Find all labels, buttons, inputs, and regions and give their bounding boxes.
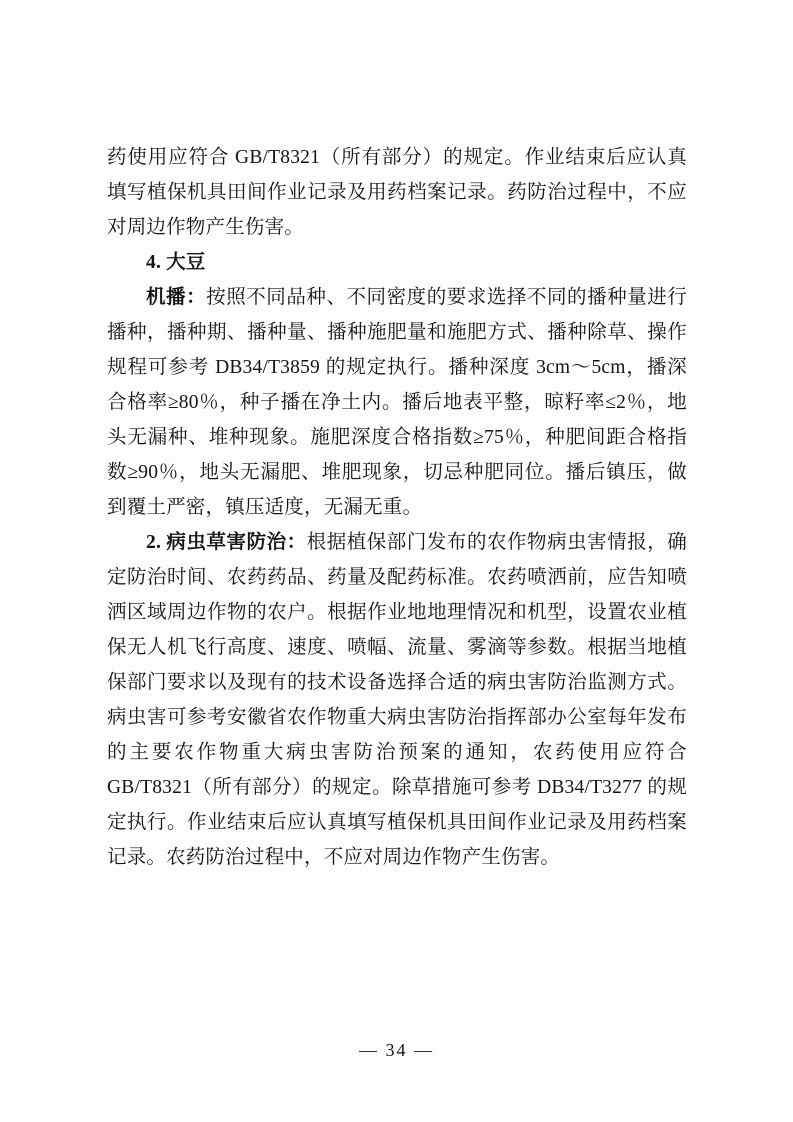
paragraph-continuation <box>107 140 687 245</box>
page-number: — 34 — <box>359 1040 434 1060</box>
paragraph-sowing-text: 按照不同品种、不同密度的要求选择不同的播种量进行播种，播种期、播种量、播种施肥量和施肥方式、播种除草、操作规程可参考 DB34/T3859 的规定执行。播种深度 3cm～5cm，播深合格率≥80％，种子播在净土内。播后地表平整，晾籽率≤2％，地头无漏种、堆种现象。施肥深度合格指数≥75％，种肥间距合格指数≥90％，地头无漏肥、堆肥现象，切忌种肥同位。播后镇压，做到覆土严密，镇压适度，无漏无重。 <box>107 287 687 518</box>
paragraph-pest-control <box>107 525 687 875</box>
heading-soybean <box>107 245 687 280</box>
document-body <box>107 140 687 875</box>
paragraph-text: 药使用应符合 GB/T8321（所有部分）的规定。作业结束后应认真填写植保机具田间作业记录及用药档案记录。药防治过程中，不应对周边作物产生伤害。 <box>107 147 687 238</box>
heading-soybean-label: 4. 大豆 <box>146 252 206 273</box>
paragraph-pest-control-text: 根据植保部门发布的农作物病虫害情报，确定防治时间、农药药品、药量及配药标准。农药喷洒前，应告知喷洒区域周边作物的农户。根据作业地地理情况和机型，设置农业植保无人机飞行高度、速度、喷幅、流量、雾滴等参数。根据当地植保部门要求以及现有的技术设备选择合适的病虫害防治监测方式。病虫害可参考安徽省农作物重大病虫害防治指挥部办公室每年发布的主要农作物重大病虫害防治预案的通知，农药使用应符合 GB/T8321（所有部分）的规定。除草措施可参考 DB34/T3277 的规定执行。作业结束后应认真填写植保机具田间作业记录及用药档案记录。农药防治过程中，不应对周边作物产生伤害。 <box>107 532 687 868</box>
paragraph-pest-control-lead: 2. 病虫草害防治： <box>146 532 307 553</box>
paragraph-sowing-lead: 机播： <box>146 287 207 308</box>
paragraph-sowing <box>107 280 687 525</box>
